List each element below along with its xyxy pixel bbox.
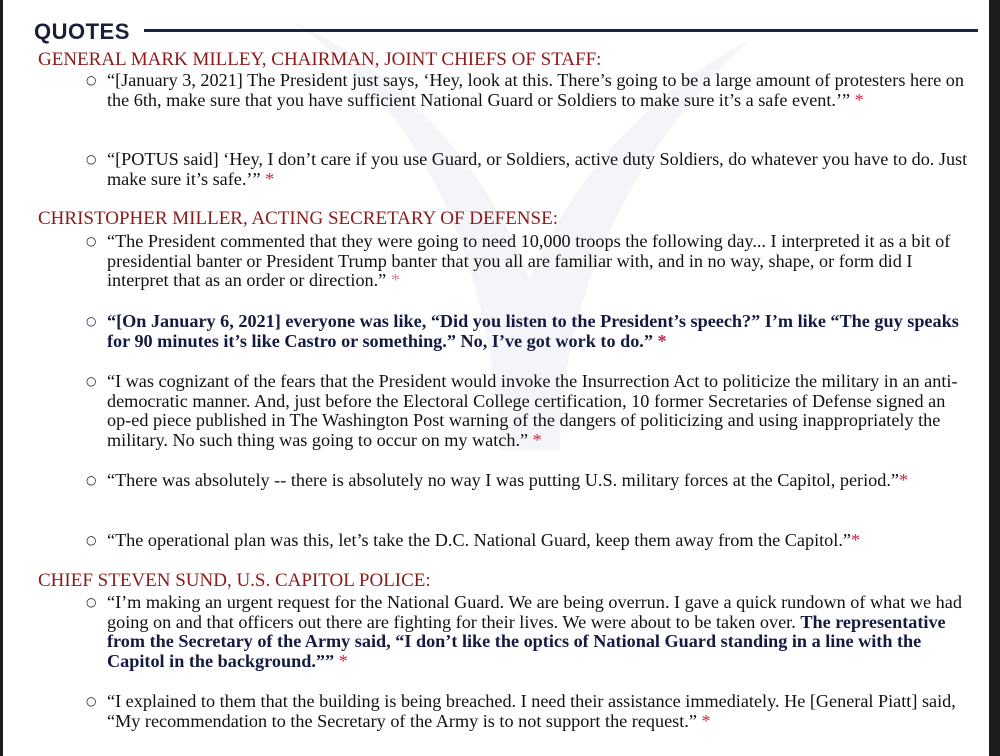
quote-text: “[January 3, 2021] The President just says, ‘Hey, look at this. There’s going to be a large amount of protesters here on the 6th, make sure that you have sufficient National Guard or Soldiers to make sure it’s a safe event.’” — [107, 70, 964, 110]
quote-item — [86, 70, 972, 110]
bullet-icon: ○ — [86, 152, 97, 166]
quote-item — [86, 470, 972, 491]
bullet-icon: ○ — [86, 73, 97, 87]
quote-item — [86, 691, 972, 731]
speaker-heading: GENERAL MARK MILLEY, CHAIRMAN, JOINT CHIEFS OF STAFF: — [38, 49, 602, 70]
quote-item — [86, 371, 972, 450]
header-divider — [144, 29, 978, 32]
quote-bold-text: The representative from the Secretary of the Army said, “I don’t like the optics of National Guard standing in a line with the Capitol in the background.”” — [107, 611, 946, 671]
bullet-icon: ○ — [86, 694, 97, 708]
quote-text: “I explained to them that the building is being breached. I need their assistance immediately. He [General Piatt] said, “My recommendation to the Secretary of the Army is to not support the request.” — [107, 691, 956, 731]
asterisk-mark: * — [390, 270, 400, 290]
asterisk-mark: * — [265, 168, 275, 189]
asterisk-mark: * — [338, 650, 348, 671]
quote-item — [86, 311, 972, 351]
asterisk-mark: * — [701, 710, 711, 731]
quote-text: “I’m making an urgent request for the National Guard. We are being overrun. I gave a quick rundown of what we had going on and that officers out there are fighting for their lives. We were about to be taken over. — [107, 592, 962, 632]
quote-text: “[POTUS said] ‘Hey, I don’t care if you use Guard, or Soldiers, active duty Soldiers, do whatever you have to do. Just make sure it’s safe.’” — [107, 149, 968, 189]
quote-item — [86, 149, 972, 189]
bullet-icon: ○ — [86, 595, 97, 609]
page-title: QUOTES — [34, 19, 130, 44]
asterisk-mark: * — [850, 530, 861, 550]
speaker-heading: CHRISTOPHER MILLER, ACTING SECRETARY OF DEFENSE: — [38, 208, 558, 229]
section-header — [34, 14, 978, 48]
quote-item — [86, 592, 972, 671]
quote-text: “[On January 6, 2021] everyone was like, “Did you listen to the President’s speech?” I’m like “The guy speaks for 90 minutes it’s like Castro or something.” No, I’ve got work to do.” — [107, 311, 959, 351]
asterisk-mark: * — [898, 470, 909, 490]
bullet-icon: ○ — [86, 533, 97, 547]
quote-text: “I was cognizant of the fears that the President would invoke the Insurrection Act to politicize the military in an anti-democratic manner. And, just before the Electoral College certification, 10 former Secretaries of Defense signed an op-ed piece published in The Washington Post warning of the dangers of politicizing and using inappropriately the military. No such thing was going to occur on my watch.” — [107, 371, 958, 450]
asterisk-mark: * — [532, 429, 542, 450]
quote-text: “The President commented that they were going to need 10,000 troops the following day... I interpreted it as a bit of presidential banter or President Trump banter that you all are familiar with, and in no way, shape, or form did I interpret that as an order or direction.” — [107, 231, 951, 290]
speaker-heading: CHIEF STEVEN SUND, U.S. CAPITOL POLICE: — [38, 570, 431, 591]
bullet-icon: ○ — [86, 374, 97, 388]
asterisk-mark: * — [854, 89, 864, 110]
right-frame-edge — [989, 0, 1000, 756]
quote-item — [86, 530, 972, 551]
quote-item — [86, 231, 972, 291]
bullet-icon: ○ — [86, 314, 97, 328]
asterisk-mark: * — [657, 330, 667, 351]
quote-text: “The operational plan was this, let’s take the D.C. National Guard, keep them away from the Capitol.” — [107, 530, 851, 550]
quote-text: “There was absolutely -- there is absolutely no way I was putting U.S. military forces at the Capitol, period.” — [107, 470, 899, 490]
bullet-icon: ○ — [86, 473, 97, 487]
bullet-icon: ○ — [86, 234, 97, 248]
